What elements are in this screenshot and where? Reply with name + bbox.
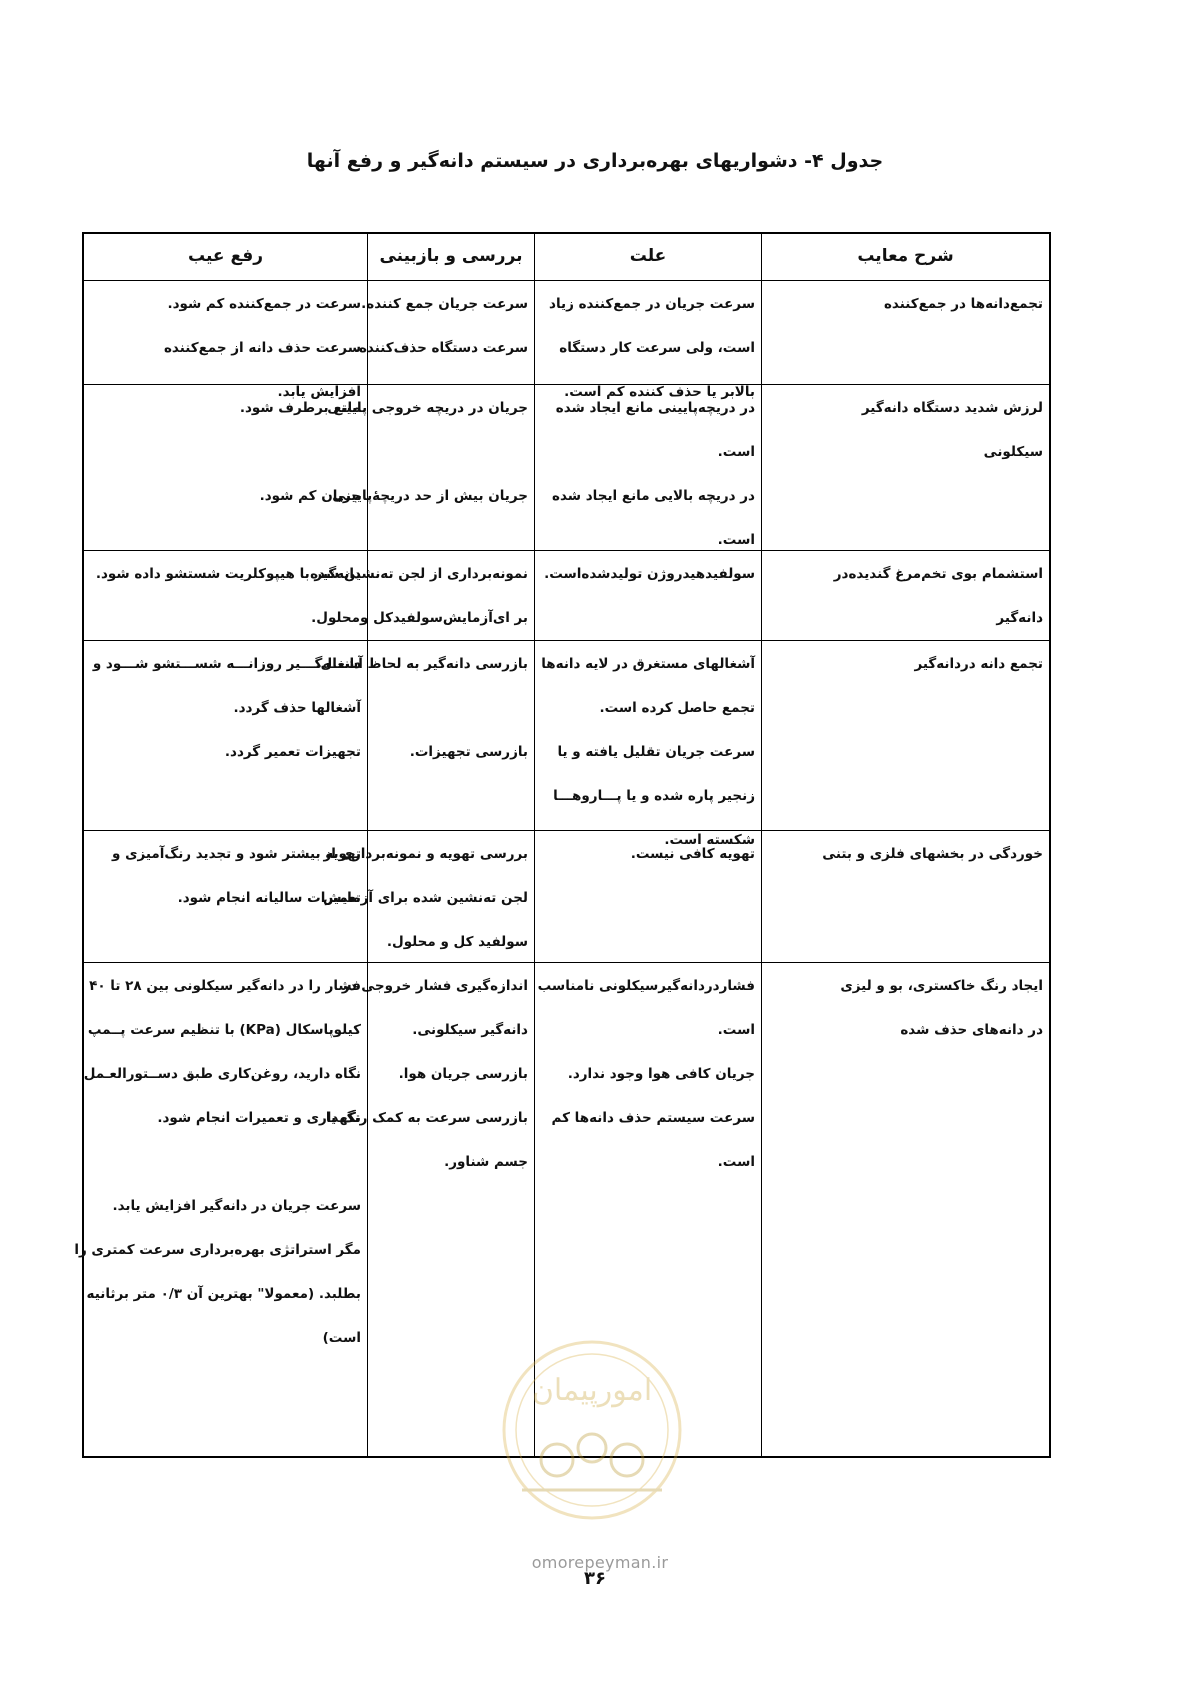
cell-line: سرعت جریان تقلیل یافته و یا	[557, 744, 755, 760]
cell-fix	[84, 551, 368, 641]
page-title: جدول ۴- دشواریهای بهره‌برداری در سیستم دانه‌گیر و رفع آنها	[306, 150, 884, 172]
cell-issue	[762, 831, 1049, 963]
cell-line: نگهداری و تعمیرات انجام شود.	[157, 1110, 361, 1126]
cell-line: لجن ته‌نشین شده برای آزمایش	[323, 890, 528, 906]
cell-line: بازرسی جریان هوا.	[398, 1066, 528, 1082]
cell-line: بررسی تهویه و نمونه‌برداری از	[323, 846, 528, 862]
cell-line: نمونه‌برداری از لجن ته‌نشین شده	[310, 566, 528, 582]
watermark-site-text: omorepeyman.ir	[531, 1553, 669, 1572]
header-fix: رفع عیب	[84, 234, 368, 280]
cell-line: در دریچه بالایی مانع ایجاد شده	[552, 488, 755, 504]
cell-line: آشغالها حذف گردد.	[233, 700, 361, 716]
cell-line: در دریچه‌پایینی مانع ایجاد شده	[555, 400, 755, 416]
cell-line	[374, 693, 528, 737]
cell-line: بطلبد. (معمولا" بهترین آن ۰/۳ متر برثانیه	[86, 1286, 361, 1302]
cell-fix	[74, 963, 368, 1457]
cell-fix	[84, 385, 368, 551]
cell-cause	[535, 641, 762, 848]
cell-line: است.	[717, 532, 755, 548]
cell-line: در دانه‌های حذف شده	[900, 1022, 1043, 1038]
cell-check	[323, 831, 535, 963]
cell-line: سرعت جریان جمع کننده.	[361, 296, 528, 312]
cell-line	[90, 1147, 361, 1191]
cell-line: اندازه‌گیری فشار خروجی در	[341, 978, 528, 994]
cell-line: دانه‌گیر با هیپوکلریت شستشو داده شود.	[95, 566, 361, 582]
cell-line: فشاردردانه‌گیرسیکلونی نامناسب	[537, 978, 755, 994]
cell-line: است.	[717, 1154, 755, 1170]
cell-line: آشغالهای مستغرق در لایه دانه‌ها	[541, 656, 755, 672]
cell-line	[90, 437, 361, 481]
cell-fix	[84, 281, 368, 400]
table-row	[84, 550, 1049, 641]
cell-line: تجهیزات تعمیر گردد.	[224, 744, 361, 760]
cell-line: خوردگی در بخشهای فلزی و بتنی	[822, 846, 1043, 862]
cell-line: سولفیدهیدروژن تولیدشده‌است.	[544, 566, 755, 582]
table-row	[84, 384, 1049, 551]
cell-line: جریان کم شود.	[259, 488, 361, 504]
cell-cause	[535, 551, 762, 641]
cell-fix	[84, 831, 368, 963]
cell-line: جریان در دریچه خروجی پایینی	[327, 400, 528, 416]
cell-cause	[535, 281, 762, 400]
svg-text:امورپیمان: امورپیمان	[531, 1373, 653, 1408]
cell-line: سرعت سیستم حذف دانه‌ها کم	[551, 1110, 755, 1126]
header-cause: علت	[535, 234, 762, 280]
header-issue: شرح معایب	[857, 246, 954, 266]
cell-line: زنجیر پاره شده و یا پـــاروهـــا	[553, 788, 755, 804]
table-row	[84, 830, 1049, 963]
cell-line: ایجاد رنگ خاکستری، بو و لیزی	[840, 978, 1043, 994]
cell-line: سیکلونی	[983, 444, 1043, 460]
cell-line: مگر استراتژی بهره‌برداری سرعت کمتری را	[74, 1242, 361, 1258]
cell-line: نگاه دارید، روغن‌کاری طبق دســتورالعـمل	[83, 1066, 361, 1082]
cell-line: جریان بیش از حد دریچهٔ‌پایینی	[332, 488, 528, 504]
page-number: ۳۶	[584, 1568, 606, 1589]
cell-line: است.	[717, 444, 755, 460]
table-header-row	[84, 234, 1049, 280]
cell-issue	[762, 385, 1049, 551]
watermark-logo	[497, 1330, 687, 1530]
cell-line: تجمع‌دانه‌ها در جمع‌کننده	[883, 296, 1043, 312]
cell-line: تهویه بیشتر شود و تجدید رنگ‌آمیزی و	[112, 846, 361, 862]
cell-line: دانـــه‌گـــیر روزانـــه شســـتشو شـــود و	[92, 656, 361, 672]
cell-line: استشمام بوی تخم‌مرغ گندیده‌در	[833, 566, 1043, 582]
cell-line: سولفید کل و محلول.	[386, 934, 528, 950]
cell-check	[315, 641, 535, 831]
cell-line: سرعت جریان در جمع‌کننده زیاد	[549, 296, 755, 312]
cell-line: دانه‌گیر سیکلونی.	[412, 1022, 528, 1038]
cell-line: بازرسی سرعت به کمک رنگ یا	[325, 1110, 528, 1126]
cell-line: است.	[717, 1022, 755, 1038]
cell-line: بر ای‌آزمایش‌سولفیدکل ومحلول.	[311, 610, 528, 626]
cell-cause	[535, 831, 762, 963]
cell-issue	[762, 963, 1049, 1457]
cell-issue	[762, 641, 1049, 831]
cell-line: کیلوپاسکال (KPa) با تنظیم سرعت پــمپ	[87, 1022, 361, 1038]
cell-check	[310, 551, 535, 641]
header-check: بررسی و بازبینی	[368, 234, 535, 280]
cell-line: است، ولی سرعت کار دستگاه	[559, 340, 755, 356]
cell-fix	[84, 641, 368, 831]
cell-check	[327, 385, 535, 551]
cell-line: جریان کافی هوا وجود ندارد.	[567, 1066, 755, 1082]
cell-issue	[762, 281, 1049, 385]
cell-line: فشار را در دانه‌گیر سیکلونی بین ۲۸ تا ۴۰	[89, 978, 361, 994]
cell-line: سرعت حذف دانه از جمع‌کننده	[163, 340, 361, 356]
cell-line: بازرسی دانه‌گیر به لحاظ آشغال.	[315, 656, 528, 672]
cell-line: دانه‌گیر	[996, 610, 1043, 626]
cell-cause	[535, 385, 762, 551]
cell-line: لرزش شدید دستگاه دانه‌گیر	[861, 400, 1043, 416]
cell-line	[374, 437, 528, 481]
cell-issue	[762, 551, 1049, 641]
troubleshooting-table	[74, 232, 1051, 1458]
cell-line: تجمع حاصل کرده است.	[599, 700, 755, 716]
cell-line: سرعت جریان در دانه‌گیر افزایش یابد.	[112, 1198, 361, 1214]
cell-line: مانع برطرف شود.	[239, 400, 361, 416]
cell-line: بازرسی تجهیزات.	[409, 744, 528, 760]
cell-line: سرعت در جمع‌کننده کم شود.	[167, 296, 361, 312]
table-row	[84, 280, 1049, 400]
cell-line: تهویه کافی نیست.	[630, 846, 755, 862]
cell-check	[353, 281, 535, 385]
cell-line: تجمع دانه دردانه‌گیر	[914, 656, 1043, 672]
cell-line: جسم شناور.	[444, 1154, 528, 1170]
cell-line: تعمیرات سالیانه انجام شود.	[177, 890, 361, 906]
cell-line: بالابر یا حذف کننده کم است.	[564, 384, 755, 400]
table-row	[84, 640, 1049, 848]
cell-line: افزایش یابد.	[277, 384, 361, 400]
cell-line: شکسته است.	[664, 832, 755, 848]
cell-line: سرعت دستگاه حذف‌کننده.	[353, 340, 528, 356]
cell-line: است)	[322, 1330, 361, 1346]
